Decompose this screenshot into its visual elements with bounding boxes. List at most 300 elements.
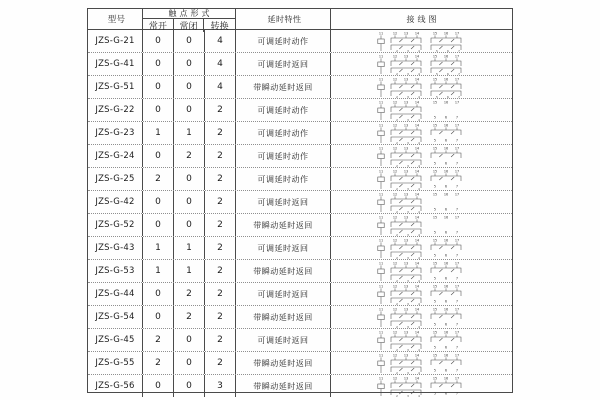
svg-text:7: 7 xyxy=(455,161,459,166)
svg-text:13: 13 xyxy=(403,353,409,358)
svg-text:13: 13 xyxy=(403,169,409,174)
normally-open-count: 2 xyxy=(143,168,174,190)
svg-text:11: 11 xyxy=(378,77,384,82)
svg-text:2: 2 xyxy=(396,209,398,213)
svg-text:5: 5 xyxy=(433,230,437,235)
table-row xyxy=(88,98,512,121)
normally-closed-count: 0 xyxy=(174,168,205,190)
relay-spec-table xyxy=(87,8,513,397)
table-row xyxy=(88,351,512,374)
svg-text:7: 7 xyxy=(455,253,459,258)
table-row xyxy=(88,75,512,98)
delay-characteristic-cell: 带瞬动延时返回 xyxy=(236,375,331,397)
model-cell: JZS-G-55 xyxy=(88,352,143,374)
normally-open-count: 0 xyxy=(143,99,174,121)
svg-text:7: 7 xyxy=(455,368,459,373)
wiring-diagram-icon xyxy=(375,375,479,397)
svg-text:5: 5 xyxy=(433,276,437,281)
svg-text:17: 17 xyxy=(454,238,460,243)
normally-closed-count: 1 xyxy=(174,260,205,282)
wiring-diagram-cell xyxy=(331,76,512,98)
changeover-count: 4 xyxy=(205,53,236,75)
svg-text:11: 11 xyxy=(378,261,384,266)
wiring-diagram-icon xyxy=(375,99,479,121)
delay-characteristic-cell: 带瞬动延时返回 xyxy=(236,76,331,98)
normally-open-count: 0 xyxy=(143,191,174,213)
normally-closed-count: 0 xyxy=(174,191,205,213)
svg-text:4: 4 xyxy=(418,232,420,236)
wiring-diagram-cell xyxy=(331,122,512,144)
svg-text:11: 11 xyxy=(378,31,384,36)
normally-closed-count: 0 xyxy=(174,352,205,374)
svg-text:15: 15 xyxy=(432,192,438,197)
svg-text:3: 3 xyxy=(407,324,409,328)
svg-text:11: 11 xyxy=(378,146,384,151)
svg-text:4: 4 xyxy=(418,94,420,98)
header-normally-open: 常开 xyxy=(143,19,174,32)
svg-text:6: 6 xyxy=(444,345,448,350)
svg-text:6: 6 xyxy=(444,184,448,189)
normally-open-count: 1 xyxy=(143,237,174,259)
model-cell: JZS-G-53 xyxy=(88,260,143,282)
svg-text:6: 6 xyxy=(444,115,448,120)
svg-text:12: 12 xyxy=(392,307,398,312)
svg-text:2: 2 xyxy=(396,393,398,397)
changeover-count: 2 xyxy=(205,260,236,282)
header-delay-characteristic: 延时特性 xyxy=(236,9,331,29)
normally-closed-count: 0 xyxy=(174,76,205,98)
svg-text:7: 7 xyxy=(455,345,459,350)
delay-characteristic-cell: 可调延时返回 xyxy=(236,191,331,213)
svg-text:3: 3 xyxy=(407,117,409,121)
wiring-diagram-cell xyxy=(331,283,512,305)
normally-open-count: 1 xyxy=(143,122,174,144)
svg-text:2: 2 xyxy=(396,301,398,305)
svg-text:15: 15 xyxy=(432,307,438,312)
svg-text:5: 5 xyxy=(436,71,438,75)
svg-text:12: 12 xyxy=(392,77,398,82)
wiring-diagram-icon xyxy=(375,260,479,282)
delay-characteristic-cell: 带瞬动延时返回 xyxy=(236,260,331,282)
changeover-count: 2 xyxy=(205,237,236,259)
svg-text:12: 12 xyxy=(392,215,398,220)
wiring-diagram-icon xyxy=(375,214,479,236)
svg-text:11: 11 xyxy=(378,353,384,358)
svg-text:2: 2 xyxy=(396,347,398,351)
model-cell: JZS-G-23 xyxy=(88,122,143,144)
normally-closed-count: 0 xyxy=(174,99,205,121)
header-model: 型号 xyxy=(88,9,143,29)
svg-text:5: 5 xyxy=(433,161,437,166)
svg-text:17: 17 xyxy=(454,215,460,220)
model-cell: JZS-G-54 xyxy=(88,306,143,328)
table-row xyxy=(88,190,512,213)
svg-text:16: 16 xyxy=(443,123,449,128)
model-cell: JZS-G-42 xyxy=(88,191,143,213)
svg-text:12: 12 xyxy=(392,169,398,174)
svg-text:17: 17 xyxy=(454,54,460,59)
svg-text:15: 15 xyxy=(432,123,438,128)
wiring-diagram-cell xyxy=(331,306,512,328)
svg-text:15: 15 xyxy=(432,169,438,174)
svg-text:6: 6 xyxy=(444,230,448,235)
wiring-diagram-cell xyxy=(331,260,512,282)
svg-text:14: 14 xyxy=(414,330,420,335)
svg-text:11: 11 xyxy=(378,123,384,128)
delay-characteristic-cell: 可调延时返回 xyxy=(236,329,331,351)
normally-closed-count: 0 xyxy=(174,30,205,52)
changeover-count: 4 xyxy=(205,76,236,98)
svg-text:5: 5 xyxy=(433,115,437,120)
svg-text:17: 17 xyxy=(454,192,460,197)
svg-text:13: 13 xyxy=(403,146,409,151)
normally-open-count: 0 xyxy=(143,53,174,75)
changeover-count: 2 xyxy=(205,306,236,328)
svg-text:11: 11 xyxy=(378,376,384,381)
svg-text:12: 12 xyxy=(392,261,398,266)
svg-text:3: 3 xyxy=(407,232,409,236)
normally-closed-count: 0 xyxy=(174,329,205,351)
svg-text:7: 7 xyxy=(455,207,459,212)
table-header xyxy=(88,9,512,30)
wiring-diagram-icon xyxy=(375,283,479,305)
svg-text:15: 15 xyxy=(432,31,438,36)
svg-text:4: 4 xyxy=(418,393,420,397)
svg-text:3: 3 xyxy=(407,48,409,52)
wiring-diagram-cell xyxy=(331,99,512,121)
delay-characteristic-cell: 可调延时动作 xyxy=(236,168,331,190)
svg-text:14: 14 xyxy=(414,146,420,151)
svg-text:15: 15 xyxy=(432,353,438,358)
table-row xyxy=(88,52,512,75)
svg-text:4: 4 xyxy=(418,347,420,351)
svg-text:3: 3 xyxy=(407,347,409,351)
svg-text:17: 17 xyxy=(454,123,460,128)
svg-text:16: 16 xyxy=(443,31,449,36)
changeover-count: 2 xyxy=(205,122,236,144)
svg-text:17: 17 xyxy=(454,307,460,312)
svg-text:3: 3 xyxy=(407,209,409,213)
wiring-diagram-cell xyxy=(331,30,512,52)
svg-text:4: 4 xyxy=(418,140,420,144)
svg-text:14: 14 xyxy=(414,31,420,36)
svg-text:2: 2 xyxy=(396,94,398,98)
svg-text:4: 4 xyxy=(418,278,420,282)
svg-text:17: 17 xyxy=(454,146,460,151)
svg-text:7: 7 xyxy=(455,138,459,143)
svg-text:17: 17 xyxy=(454,31,460,36)
header-contact-form-group xyxy=(143,9,236,32)
model-cell: JZS-G-21 xyxy=(88,30,143,52)
svg-text:12: 12 xyxy=(392,238,398,243)
table-row xyxy=(88,121,512,144)
header-normally-closed: 常闭 xyxy=(174,19,205,32)
normally-closed-count: 0 xyxy=(174,53,205,75)
normally-closed-count: 1 xyxy=(174,237,205,259)
svg-text:16: 16 xyxy=(443,330,449,335)
delay-characteristic-cell: 带瞬动延时返回 xyxy=(236,306,331,328)
svg-text:5: 5 xyxy=(433,207,437,212)
svg-text:14: 14 xyxy=(414,54,420,59)
svg-text:6: 6 xyxy=(447,48,449,52)
svg-text:4: 4 xyxy=(418,117,420,121)
svg-text:2: 2 xyxy=(396,255,398,259)
svg-text:4: 4 xyxy=(418,71,420,75)
changeover-count: 2 xyxy=(205,329,236,351)
svg-text:14: 14 xyxy=(414,192,420,197)
svg-text:13: 13 xyxy=(403,192,409,197)
delay-characteristic-cell: 可调延时返回 xyxy=(236,53,331,75)
delay-characteristic-cell: 带瞬动延时返回 xyxy=(236,214,331,236)
svg-text:2: 2 xyxy=(396,324,398,328)
svg-text:13: 13 xyxy=(403,123,409,128)
svg-text:15: 15 xyxy=(432,261,438,266)
svg-text:14: 14 xyxy=(414,123,420,128)
svg-text:7: 7 xyxy=(455,115,459,120)
svg-text:13: 13 xyxy=(403,77,409,82)
model-cell: JZS-G-51 xyxy=(88,76,143,98)
svg-text:4: 4 xyxy=(418,324,420,328)
svg-text:6: 6 xyxy=(447,71,449,75)
svg-text:2: 2 xyxy=(396,140,398,144)
normally-open-count: 0 xyxy=(143,145,174,167)
svg-text:4: 4 xyxy=(418,186,420,190)
svg-text:7: 7 xyxy=(458,94,460,98)
svg-text:3: 3 xyxy=(407,163,409,167)
table-body xyxy=(88,30,512,397)
svg-text:12: 12 xyxy=(392,330,398,335)
table-row xyxy=(88,328,512,351)
svg-text:2: 2 xyxy=(396,370,398,374)
svg-text:17: 17 xyxy=(454,353,460,358)
svg-text:5: 5 xyxy=(433,391,437,396)
svg-text:14: 14 xyxy=(414,307,420,312)
svg-text:13: 13 xyxy=(403,54,409,59)
svg-text:7: 7 xyxy=(455,299,459,304)
svg-text:17: 17 xyxy=(454,284,460,289)
svg-text:3: 3 xyxy=(407,140,409,144)
svg-text:15: 15 xyxy=(432,100,438,105)
svg-text:2: 2 xyxy=(396,186,398,190)
wiring-diagram-icon xyxy=(375,352,479,374)
svg-text:3: 3 xyxy=(407,370,409,374)
model-cell: JZS-G-24 xyxy=(88,145,143,167)
svg-text:4: 4 xyxy=(418,48,420,52)
table-row xyxy=(88,236,512,259)
svg-text:6: 6 xyxy=(444,391,448,396)
header-wiring-diagram: 接线图 xyxy=(406,14,440,24)
svg-text:3: 3 xyxy=(407,255,409,259)
svg-text:3: 3 xyxy=(407,71,409,75)
svg-text:16: 16 xyxy=(443,307,449,312)
svg-text:2: 2 xyxy=(396,278,398,282)
wiring-diagram-icon xyxy=(375,168,479,190)
svg-text:14: 14 xyxy=(414,261,420,266)
svg-text:16: 16 xyxy=(443,238,449,243)
model-cell: JZS-G-41 xyxy=(88,53,143,75)
svg-text:5: 5 xyxy=(433,368,437,373)
table-row xyxy=(88,167,512,190)
wiring-diagram-cell xyxy=(331,329,512,351)
svg-text:7: 7 xyxy=(455,276,459,281)
wiring-diagram-icon xyxy=(375,76,479,98)
svg-text:16: 16 xyxy=(443,261,449,266)
svg-text:14: 14 xyxy=(414,100,420,105)
svg-text:7: 7 xyxy=(458,48,460,52)
svg-text:3: 3 xyxy=(407,186,409,190)
svg-text:12: 12 xyxy=(392,146,398,151)
svg-text:4: 4 xyxy=(418,301,420,305)
svg-text:7: 7 xyxy=(455,391,459,396)
changeover-count: 2 xyxy=(205,99,236,121)
svg-text:15: 15 xyxy=(432,238,438,243)
normally-closed-count: 1 xyxy=(174,122,205,144)
svg-text:11: 11 xyxy=(378,307,384,312)
header-contact-form: 触点形式 xyxy=(143,9,235,19)
normally-closed-count: 2 xyxy=(174,283,205,305)
svg-text:3: 3 xyxy=(407,278,409,282)
svg-text:16: 16 xyxy=(443,100,449,105)
svg-text:14: 14 xyxy=(414,376,420,381)
svg-text:2: 2 xyxy=(396,117,398,121)
svg-text:11: 11 xyxy=(378,330,384,335)
svg-text:17: 17 xyxy=(454,77,460,82)
normally-open-count: 0 xyxy=(143,76,174,98)
svg-text:5: 5 xyxy=(436,94,438,98)
svg-text:13: 13 xyxy=(403,100,409,105)
svg-text:16: 16 xyxy=(443,215,449,220)
svg-text:17: 17 xyxy=(454,330,460,335)
svg-text:5: 5 xyxy=(433,138,437,143)
svg-text:16: 16 xyxy=(443,77,449,82)
wiring-diagram-icon xyxy=(375,191,479,213)
wiring-diagram-cell xyxy=(331,237,512,259)
wiring-diagram-icon xyxy=(375,237,479,259)
svg-text:15: 15 xyxy=(432,376,438,381)
changeover-count: 2 xyxy=(205,145,236,167)
svg-text:17: 17 xyxy=(454,376,460,381)
svg-text:12: 12 xyxy=(392,31,398,36)
svg-text:14: 14 xyxy=(414,284,420,289)
svg-text:12: 12 xyxy=(392,376,398,381)
svg-text:6: 6 xyxy=(447,94,449,98)
svg-text:7: 7 xyxy=(458,71,460,75)
svg-text:2: 2 xyxy=(396,48,398,52)
table-row xyxy=(88,213,512,236)
changeover-count: 2 xyxy=(205,168,236,190)
svg-text:11: 11 xyxy=(378,215,384,220)
normally-closed-count: 2 xyxy=(174,306,205,328)
delay-characteristic-cell: 可调延时动作 xyxy=(236,30,331,52)
svg-text:16: 16 xyxy=(443,146,449,151)
svg-text:11: 11 xyxy=(378,192,384,197)
svg-text:5: 5 xyxy=(436,48,438,52)
svg-text:13: 13 xyxy=(403,376,409,381)
delay-characteristic-cell: 可调延时动作 xyxy=(236,99,331,121)
svg-text:12: 12 xyxy=(392,192,398,197)
svg-text:11: 11 xyxy=(378,284,384,289)
normally-open-count: 2 xyxy=(143,352,174,374)
delay-characteristic-cell: 可调延时动作 xyxy=(236,145,331,167)
svg-text:15: 15 xyxy=(432,54,438,59)
svg-text:12: 12 xyxy=(392,284,398,289)
normally-open-count: 2 xyxy=(143,329,174,351)
wiring-diagram-cell xyxy=(331,191,512,213)
svg-text:16: 16 xyxy=(443,284,449,289)
normally-open-count: 0 xyxy=(143,306,174,328)
svg-text:17: 17 xyxy=(454,100,460,105)
svg-text:15: 15 xyxy=(432,215,438,220)
wiring-diagram-cell xyxy=(331,352,512,374)
svg-text:13: 13 xyxy=(403,330,409,335)
changeover-count: 2 xyxy=(205,214,236,236)
wiring-diagram-icon xyxy=(375,53,479,75)
svg-text:2: 2 xyxy=(396,71,398,75)
svg-text:4: 4 xyxy=(418,255,420,259)
svg-text:13: 13 xyxy=(403,307,409,312)
svg-text:11: 11 xyxy=(378,100,384,105)
wiring-diagram-cell xyxy=(331,145,512,167)
svg-text:5: 5 xyxy=(433,345,437,350)
svg-text:13: 13 xyxy=(403,238,409,243)
changeover-count: 2 xyxy=(205,352,236,374)
normally-open-count: 0 xyxy=(143,30,174,52)
normally-open-count: 0 xyxy=(143,283,174,305)
model-cell: JZS-G-22 xyxy=(88,99,143,121)
svg-text:4: 4 xyxy=(418,370,420,374)
wiring-diagram-cell xyxy=(331,375,512,397)
svg-text:17: 17 xyxy=(454,261,460,266)
wiring-diagram-cell xyxy=(331,214,512,236)
svg-text:6: 6 xyxy=(444,299,448,304)
svg-text:14: 14 xyxy=(414,238,420,243)
svg-text:17: 17 xyxy=(454,169,460,174)
svg-text:13: 13 xyxy=(403,215,409,220)
model-cell: JZS-G-44 xyxy=(88,283,143,305)
changeover-count: 3 xyxy=(205,375,236,397)
normally-open-count: 0 xyxy=(143,375,174,397)
svg-text:6: 6 xyxy=(444,138,448,143)
svg-text:5: 5 xyxy=(433,299,437,304)
svg-text:7: 7 xyxy=(455,184,459,189)
svg-text:6: 6 xyxy=(444,322,448,327)
wiring-diagram-cell xyxy=(331,168,512,190)
svg-text:2: 2 xyxy=(396,232,398,236)
svg-text:5: 5 xyxy=(433,253,437,258)
svg-text:6: 6 xyxy=(444,161,448,166)
model-cell: JZS-G-25 xyxy=(88,168,143,190)
svg-text:16: 16 xyxy=(443,376,449,381)
svg-text:6: 6 xyxy=(444,207,448,212)
svg-text:5: 5 xyxy=(433,184,437,189)
svg-text:16: 16 xyxy=(443,54,449,59)
changeover-count: 4 xyxy=(205,30,236,52)
table-row xyxy=(88,259,512,282)
svg-text:14: 14 xyxy=(414,169,420,174)
svg-text:14: 14 xyxy=(414,215,420,220)
svg-text:15: 15 xyxy=(432,77,438,82)
svg-text:13: 13 xyxy=(403,284,409,289)
svg-text:11: 11 xyxy=(378,238,384,243)
wiring-diagram-cell xyxy=(331,53,512,75)
table-row xyxy=(88,374,512,397)
svg-text:6: 6 xyxy=(444,368,448,373)
normally-closed-count: 2 xyxy=(174,145,205,167)
wiring-diagram-icon xyxy=(375,122,479,144)
changeover-count: 2 xyxy=(205,283,236,305)
wiring-diagram-icon xyxy=(375,145,479,167)
model-cell: JZS-G-52 xyxy=(88,214,143,236)
